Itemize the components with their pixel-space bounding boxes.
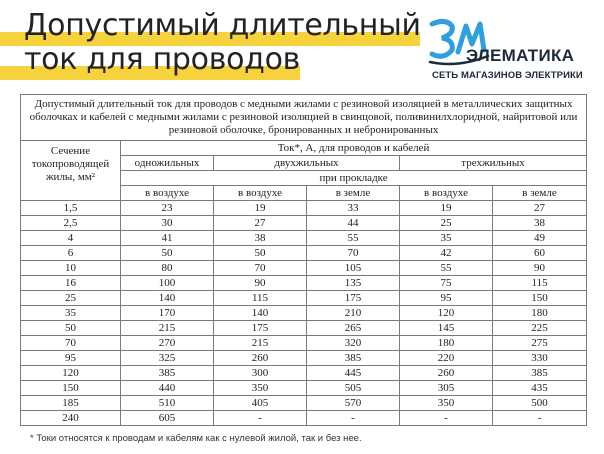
laying-ground-3: в земле: [493, 186, 587, 201]
current-value-cell: 500: [493, 396, 587, 411]
core-type-three: трехжильных: [400, 156, 587, 171]
cross-section-cell: 120: [21, 366, 121, 381]
current-value-cell: 305: [400, 381, 493, 396]
current-value-cell: 55: [307, 231, 400, 246]
current-value-cell: 440: [121, 381, 214, 396]
current-value-cell: 265: [307, 321, 400, 336]
current-value-cell: 100: [121, 276, 214, 291]
current-value-cell: 70: [307, 246, 400, 261]
brand-name: ЭЛЕМАТИКА: [466, 46, 575, 65]
current-value-cell: 325: [121, 351, 214, 366]
current-value-cell: 445: [307, 366, 400, 381]
current-value-cell: 435: [493, 381, 587, 396]
current-value-cell: 225: [493, 321, 587, 336]
table-row: [21, 306, 587, 321]
cross-section-cell: 150: [21, 381, 121, 396]
cross-section-cell: 6: [21, 246, 121, 261]
current-value-cell: 605: [121, 411, 214, 426]
current-value-cell: 27: [214, 216, 307, 231]
table-row: [21, 231, 587, 246]
current-value-cell: 30: [121, 216, 214, 231]
page-title-line-2: ток для проводов: [24, 42, 301, 77]
current-value-cell: 260: [400, 366, 493, 381]
current-value-cell: 270: [121, 336, 214, 351]
cross-section-cell: 35: [21, 306, 121, 321]
cross-section-cell: 240: [21, 411, 121, 426]
current-value-cell: 180: [400, 336, 493, 351]
current-value-cell: 55: [400, 261, 493, 276]
cross-section-cell: 25: [21, 291, 121, 306]
table-row: [21, 216, 587, 231]
table-caption: Допустимый длительный ток для проводов с медными жилами с резиновой изоляцией в металлических защитных оболочках и кабелей с медными жилами с резиновой изоляцией в свинцовой, поливинилхлоридной, найритовой или резиновой оболочке, бронированных и небронированных: [21, 95, 587, 141]
current-value-cell: 90: [493, 261, 587, 276]
current-header: Ток*, А, для проводов и кабелей: [121, 141, 587, 156]
current-value-cell: 115: [214, 291, 307, 306]
current-value-cell: 50: [214, 246, 307, 261]
current-value-cell: 330: [493, 351, 587, 366]
current-value-cell: 95: [400, 291, 493, 306]
core-type-single: одножильных: [121, 156, 214, 171]
table-row: [21, 276, 587, 291]
current-value-cell: 80: [121, 261, 214, 276]
footnote: * Токи относятся к проводам и кабелям как с нулевой жилой, так и без нее.: [30, 433, 362, 444]
current-value-cell: 260: [214, 351, 307, 366]
current-value-cell: 35: [400, 231, 493, 246]
table-row: [21, 246, 587, 261]
table-row: [21, 411, 587, 426]
current-value-cell: 19: [400, 201, 493, 216]
current-value-cell: 145: [400, 321, 493, 336]
current-value-cell: 60: [493, 246, 587, 261]
laying-air-3: в воздухе: [400, 186, 493, 201]
current-value-cell: 210: [307, 306, 400, 321]
table-row: [21, 321, 587, 336]
current-value-cell: 140: [214, 306, 307, 321]
current-value-cell: 140: [121, 291, 214, 306]
current-value-cell: 175: [214, 321, 307, 336]
table-row: [21, 201, 587, 216]
current-value-cell: 23: [121, 201, 214, 216]
current-value-cell: 275: [493, 336, 587, 351]
brand-tagline: СЕТЬ МАГАЗИНОВ ЭЛЕКТРИКИ: [432, 70, 583, 81]
current-value-cell: 19: [214, 201, 307, 216]
current-value-cell: 90: [214, 276, 307, 291]
current-value-cell: -: [493, 411, 587, 426]
current-value-cell: 105: [307, 261, 400, 276]
current-value-cell: 300: [214, 366, 307, 381]
current-value-cell: 75: [400, 276, 493, 291]
current-table: [20, 94, 587, 426]
current-value-cell: 505: [307, 381, 400, 396]
cross-section-cell: 50: [21, 321, 121, 336]
current-value-cell: 385: [307, 351, 400, 366]
current-value-cell: 38: [214, 231, 307, 246]
current-value-cell: 170: [121, 306, 214, 321]
cross-section-cell: 10: [21, 261, 121, 276]
current-value-cell: -: [400, 411, 493, 426]
current-value-cell: 41: [121, 231, 214, 246]
section-header: Сечение токопроводящей жилы, мм²: [21, 141, 121, 201]
current-value-cell: 350: [400, 396, 493, 411]
current-value-cell: 215: [121, 321, 214, 336]
laying-ground-2: в земле: [307, 186, 400, 201]
cross-section-cell: 4: [21, 231, 121, 246]
current-value-cell: 44: [307, 216, 400, 231]
current-value-cell: 33: [307, 201, 400, 216]
current-value-cell: 220: [400, 351, 493, 366]
current-value-cell: 70: [214, 261, 307, 276]
current-value-cell: 50: [121, 246, 214, 261]
current-value-cell: 385: [493, 366, 587, 381]
core-type-two: двухжильных: [214, 156, 400, 171]
current-value-cell: 350: [214, 381, 307, 396]
cross-section-cell: 95: [21, 351, 121, 366]
laying-air-2: в воздухе: [214, 186, 307, 201]
table-row: [21, 366, 587, 381]
current-value-cell: 570: [307, 396, 400, 411]
current-value-cell: 25: [400, 216, 493, 231]
table-row: [21, 336, 587, 351]
cross-section-cell: 70: [21, 336, 121, 351]
current-value-cell: 115: [493, 276, 587, 291]
current-value-cell: 180: [493, 306, 587, 321]
cross-section-cell: 16: [21, 276, 121, 291]
current-value-cell: 135: [307, 276, 400, 291]
cross-section-cell: 1,5: [21, 201, 121, 216]
current-value-cell: 385: [121, 366, 214, 381]
table-row: [21, 396, 587, 411]
current-value-cell: 38: [493, 216, 587, 231]
current-value-cell: 120: [400, 306, 493, 321]
current-value-cell: 175: [307, 291, 400, 306]
current-value-cell: 405: [214, 396, 307, 411]
laying-header: при прокладке: [121, 171, 587, 186]
cross-section-cell: 2,5: [21, 216, 121, 231]
cross-section-cell: 185: [21, 396, 121, 411]
current-value-cell: 510: [121, 396, 214, 411]
current-value-cell: 150: [493, 291, 587, 306]
current-value-cell: -: [214, 411, 307, 426]
page-title-line-1: Допустимый длительный: [24, 8, 421, 43]
current-value-cell: 49: [493, 231, 587, 246]
table-row: [21, 291, 587, 306]
current-value-cell: 320: [307, 336, 400, 351]
laying-air-1: в воздухе: [121, 186, 214, 201]
table-row: [21, 351, 587, 366]
table-row: [21, 381, 587, 396]
current-value-cell: 42: [400, 246, 493, 261]
current-value-cell: -: [307, 411, 400, 426]
table-row: [21, 261, 587, 276]
current-value-cell: 27: [493, 201, 587, 216]
current-value-cell: 215: [214, 336, 307, 351]
